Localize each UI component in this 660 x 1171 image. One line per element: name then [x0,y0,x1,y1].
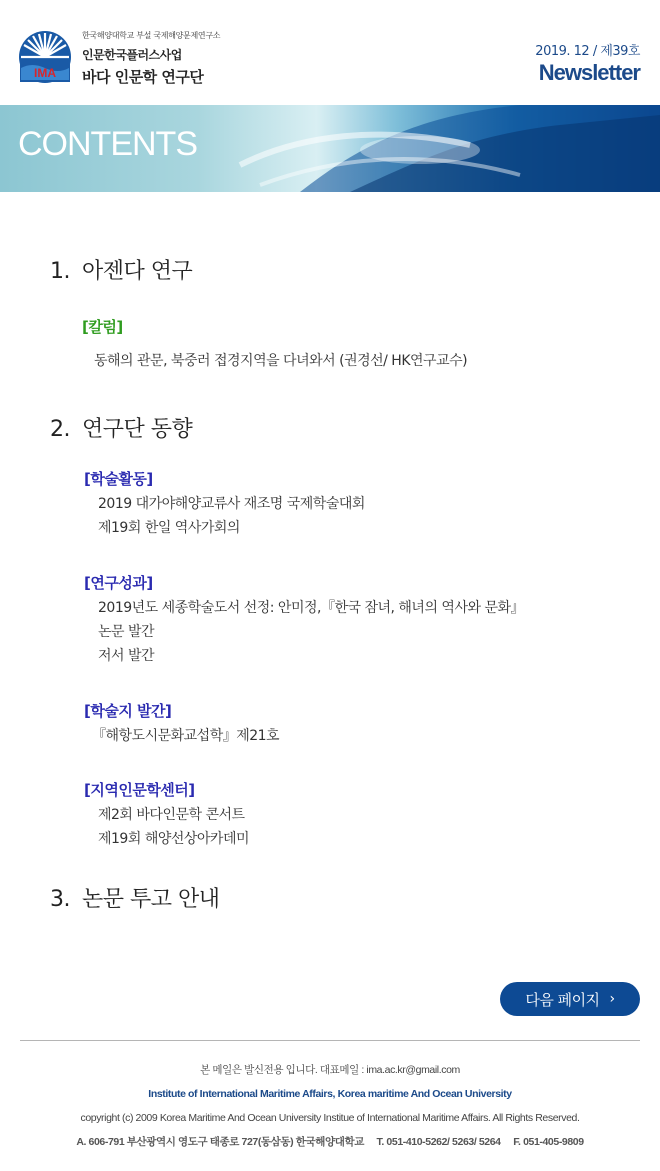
footer [0,1058,660,1154]
article-link[interactable]: 2019년도 세종학술도서 선정: 안미정,『한국 잠녀, 해녀의 역사와 문화』 [98,600,524,616]
organization-block [82,30,220,87]
section-1-heading [50,254,192,285]
category-regional-center: [지역인문학센터] [84,781,195,799]
section-number: 1. [50,259,70,284]
section-3-heading[interactable] [50,882,220,913]
footer-notice: 본 메일은 발신전용 입니다. 대표메일 : ima.ac.kr@gmail.com [200,1064,460,1076]
section-title: 논문 투고 안내 [82,887,220,912]
section-2-heading [50,412,192,443]
category-academic-activity: [학술활동] [84,470,153,488]
article-link-column[interactable]: 동해의 관문, 북중러 접경지역을 다녀와서 (권경선/ HK연구교수) [94,353,468,369]
footer-copyright: copyright (c) 2009 Korea Maritime And Ocean University Institue of International Maritime Affairs. All Rights Reserved. [80,1112,580,1124]
footer-institute: Institute of International Maritime Affairs, Korea maritime And Ocean University [148,1088,512,1100]
article-link[interactable]: 제2회 바다인문학 콘서트 [98,807,245,823]
newsletter-title: Newsletter [538,60,640,85]
next-page-label: 다음 페이지 [525,990,600,1009]
article-link[interactable]: 저서 발간 [98,648,155,664]
section-number: 2. [50,417,70,442]
next-page-button[interactable] [500,982,640,1016]
category-research-results: [연구성과] [84,574,153,592]
article-link[interactable]: 『해항도시문화교섭학』제21호 [92,728,280,744]
article-link[interactable]: 제19회 해양선상아카데미 [98,831,250,847]
chevron-right-icon: › [609,991,615,1007]
category-journal: [학술지 발간] [84,702,172,720]
article-link[interactable]: 2019 대가야해양교류사 재조명 국제학술대회 [98,496,365,512]
org-program: 인문한국플러스사업 [82,48,182,62]
issue-number: 2019. 12 / 제39호 [535,44,640,59]
org-team: 바다 인문학 연구단 [82,68,204,86]
section-number: 3. [50,887,70,912]
article-link[interactable]: 제19회 한일 역사가회의 [98,520,240,536]
ima-logo [18,30,72,84]
org-parent: 한국해양대학교 부설 국제해양문제연구소 [82,31,221,40]
header [0,0,660,105]
footer-divider [20,1040,640,1041]
logo-text: IMA [34,66,56,80]
section-title: 연구단 동향 [82,417,193,442]
category-column: [칼럼] [82,318,123,336]
contents-banner [0,105,660,192]
article-link[interactable]: 논문 발간 [98,624,155,640]
footer-address: A. 606-791 부산광역시 영도구 태종로 727(동삼동) 한국해양대학교 T. 051-410-5262/ 5263/ 5264 F. 051-405-9809 [76,1136,584,1148]
section-title: 아젠다 연구 [82,259,193,284]
contents-title: CONTENTS [18,125,197,163]
